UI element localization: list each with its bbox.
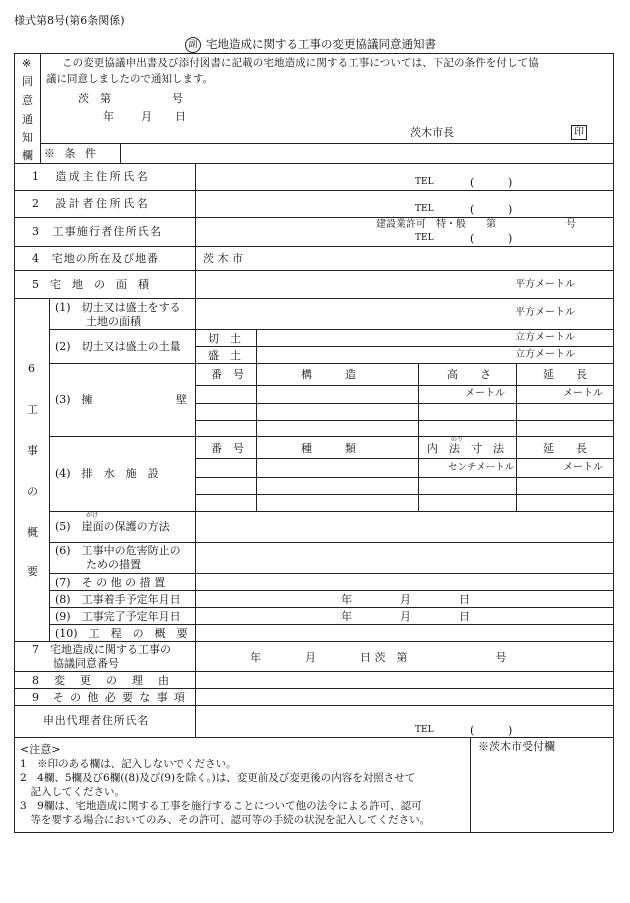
- row2-paren-close: ): [508, 203, 513, 216]
- drain-dimension-unit: センチメートル: [448, 462, 515, 473]
- notice-text-line1: この変更協議申出書及び添付図書に記載の宅地造成に関する工事については、下記の条件を付して協: [62, 57, 539, 69]
- notice-number-suffix: 号: [172, 92, 183, 105]
- notes-line: 等を要する場合においてのみ、その許可、認可等の手続の状況を記入してください。: [20, 814, 431, 826]
- row3-paren-close: ): [508, 232, 513, 245]
- s9-label: (9) 工事完了予定年月日: [55, 610, 181, 623]
- s8-month: 月: [400, 593, 411, 606]
- title-mark: 副: [185, 37, 201, 53]
- s3-label-end: 壁: [176, 393, 187, 406]
- row5-unit: 平方メートル: [515, 279, 575, 290]
- agent-label: 申出代理者住所氏名: [43, 714, 150, 727]
- s1-unit: 平方メートル: [515, 307, 575, 318]
- drain-header-dimension: 内 法 寸 法: [427, 442, 504, 455]
- wall-header-number: 番 号: [211, 368, 244, 381]
- page-title: 宅地造成に関する工事の変更協議同意通知書: [206, 37, 436, 51]
- s2-fill-unit: 立方メートル: [515, 349, 575, 360]
- row1-paren-open: (: [470, 176, 475, 189]
- row1-paren-close: ): [508, 176, 513, 189]
- s9-year: 年: [341, 610, 352, 623]
- row7-value: 年 月 日 茨 第 号: [250, 651, 507, 664]
- s2-label: (2) 切土又は盛土の土量: [55, 340, 181, 353]
- drain-header-length: 延 長: [543, 442, 587, 455]
- s1-label-line2: 土地の面積: [86, 315, 141, 328]
- mayor-name: 茨木市長: [410, 126, 454, 139]
- s2-fill-label: 盛 土: [208, 349, 241, 362]
- s8-label: (8) 工事着手予定年月日: [55, 593, 181, 606]
- s2-cut-unit: 立方メートル: [515, 332, 575, 343]
- row8-label: 8 変 更 の 理 由: [32, 674, 171, 687]
- notes-line: 1 ※印のある欄は、記入しないでください。: [20, 758, 237, 770]
- notice-number-prefix: 茨 第: [78, 92, 111, 105]
- s1-label-line1: (1) 切土又は盛土をする: [55, 301, 181, 314]
- s6-label-line1: (6) 工事中の危害防止の: [55, 544, 181, 557]
- drain-header-type: 種 類: [301, 442, 356, 455]
- s7-label: (7) そ の 他 の 措 置: [55, 576, 166, 589]
- row4-label: 4 宅地の所在及び地番: [32, 252, 159, 265]
- row4-value: 茨 木 市: [203, 252, 243, 265]
- drain-header-number: 番 号: [211, 442, 244, 455]
- s10-label: (10) 工 程 の 概 要: [55, 627, 188, 640]
- row3-license: 建設業許可 特・般 第 号: [376, 219, 576, 230]
- s4-label: (4) 排 水 施 設: [55, 467, 159, 480]
- wall-height-unit: メートル: [465, 388, 505, 399]
- row1-label: 1 造成主住所氏名: [32, 170, 151, 183]
- reception-label: ※茨木市受付欄: [478, 740, 555, 753]
- s6-label-line2: ための措置: [86, 558, 141, 571]
- notice-date-month: 月: [141, 110, 152, 123]
- wall-header-length: 延 長: [543, 368, 587, 381]
- row5-label: 5 宅 地 の 面 積: [32, 278, 149, 291]
- notes-heading: <注意>: [20, 743, 61, 756]
- notice-date-year: 年: [103, 110, 114, 123]
- drain-header-ruby: のり: [451, 436, 464, 443]
- row7-label-line1: 7 宅地造成に関する工事の: [32, 643, 171, 656]
- row3-label: 3 工事施行者住所氏名: [32, 225, 163, 238]
- s5-ruby: がけ: [86, 512, 99, 519]
- wall-header-structure: 構 造: [301, 368, 356, 381]
- agent-paren-close: ): [508, 724, 513, 737]
- wall-length-unit: メートル: [563, 388, 603, 399]
- notice-date-day: 日: [175, 110, 186, 123]
- s5-label: (5) 崖面の保護の方法: [55, 520, 170, 533]
- row3-tel: TEL: [415, 233, 434, 243]
- agent-tel: TEL: [415, 725, 434, 735]
- row7-label-line2: 協議同意番号: [53, 657, 119, 670]
- wall-header-height: 高 さ: [447, 368, 491, 381]
- drain-length-unit: メートル: [563, 462, 603, 473]
- s9-month: 月: [400, 610, 411, 623]
- row2-label: 2 設計者住所氏名: [32, 197, 151, 210]
- s8-year: 年: [341, 593, 352, 606]
- s8-day: 日: [459, 593, 470, 606]
- row2-tel: TEL: [415, 204, 434, 214]
- agent-paren-open: (: [470, 724, 475, 737]
- row3-paren-open: (: [470, 232, 475, 245]
- notes-line: 3 9欄は、宅地造成に関する工事を施行することについて他の法令による許可、認可: [20, 800, 422, 812]
- notes-line: 記入してください。: [20, 786, 125, 798]
- s9-day: 日: [459, 610, 470, 623]
- s3-label: (3) 擁: [55, 393, 93, 406]
- notes-line: 2 4欄、5欄及び6欄((8)及び(9)を除く。)は、変更前及び変更後の内容を対照させて: [20, 772, 416, 784]
- s2-cut-label: 切 土: [208, 332, 241, 345]
- row2-paren-open: (: [470, 203, 475, 216]
- row1-tel: TEL: [415, 177, 434, 187]
- notice-text-line2: 議に同意しましたので通知します。: [46, 73, 214, 85]
- form-number: 様式第8号(第6条関係): [14, 14, 125, 27]
- seal-box: 印: [571, 125, 587, 140]
- conditions-label: ※ 条 件: [44, 147, 99, 160]
- row9-label: 9 そ の 他 必 要 な 事 項: [32, 691, 187, 704]
